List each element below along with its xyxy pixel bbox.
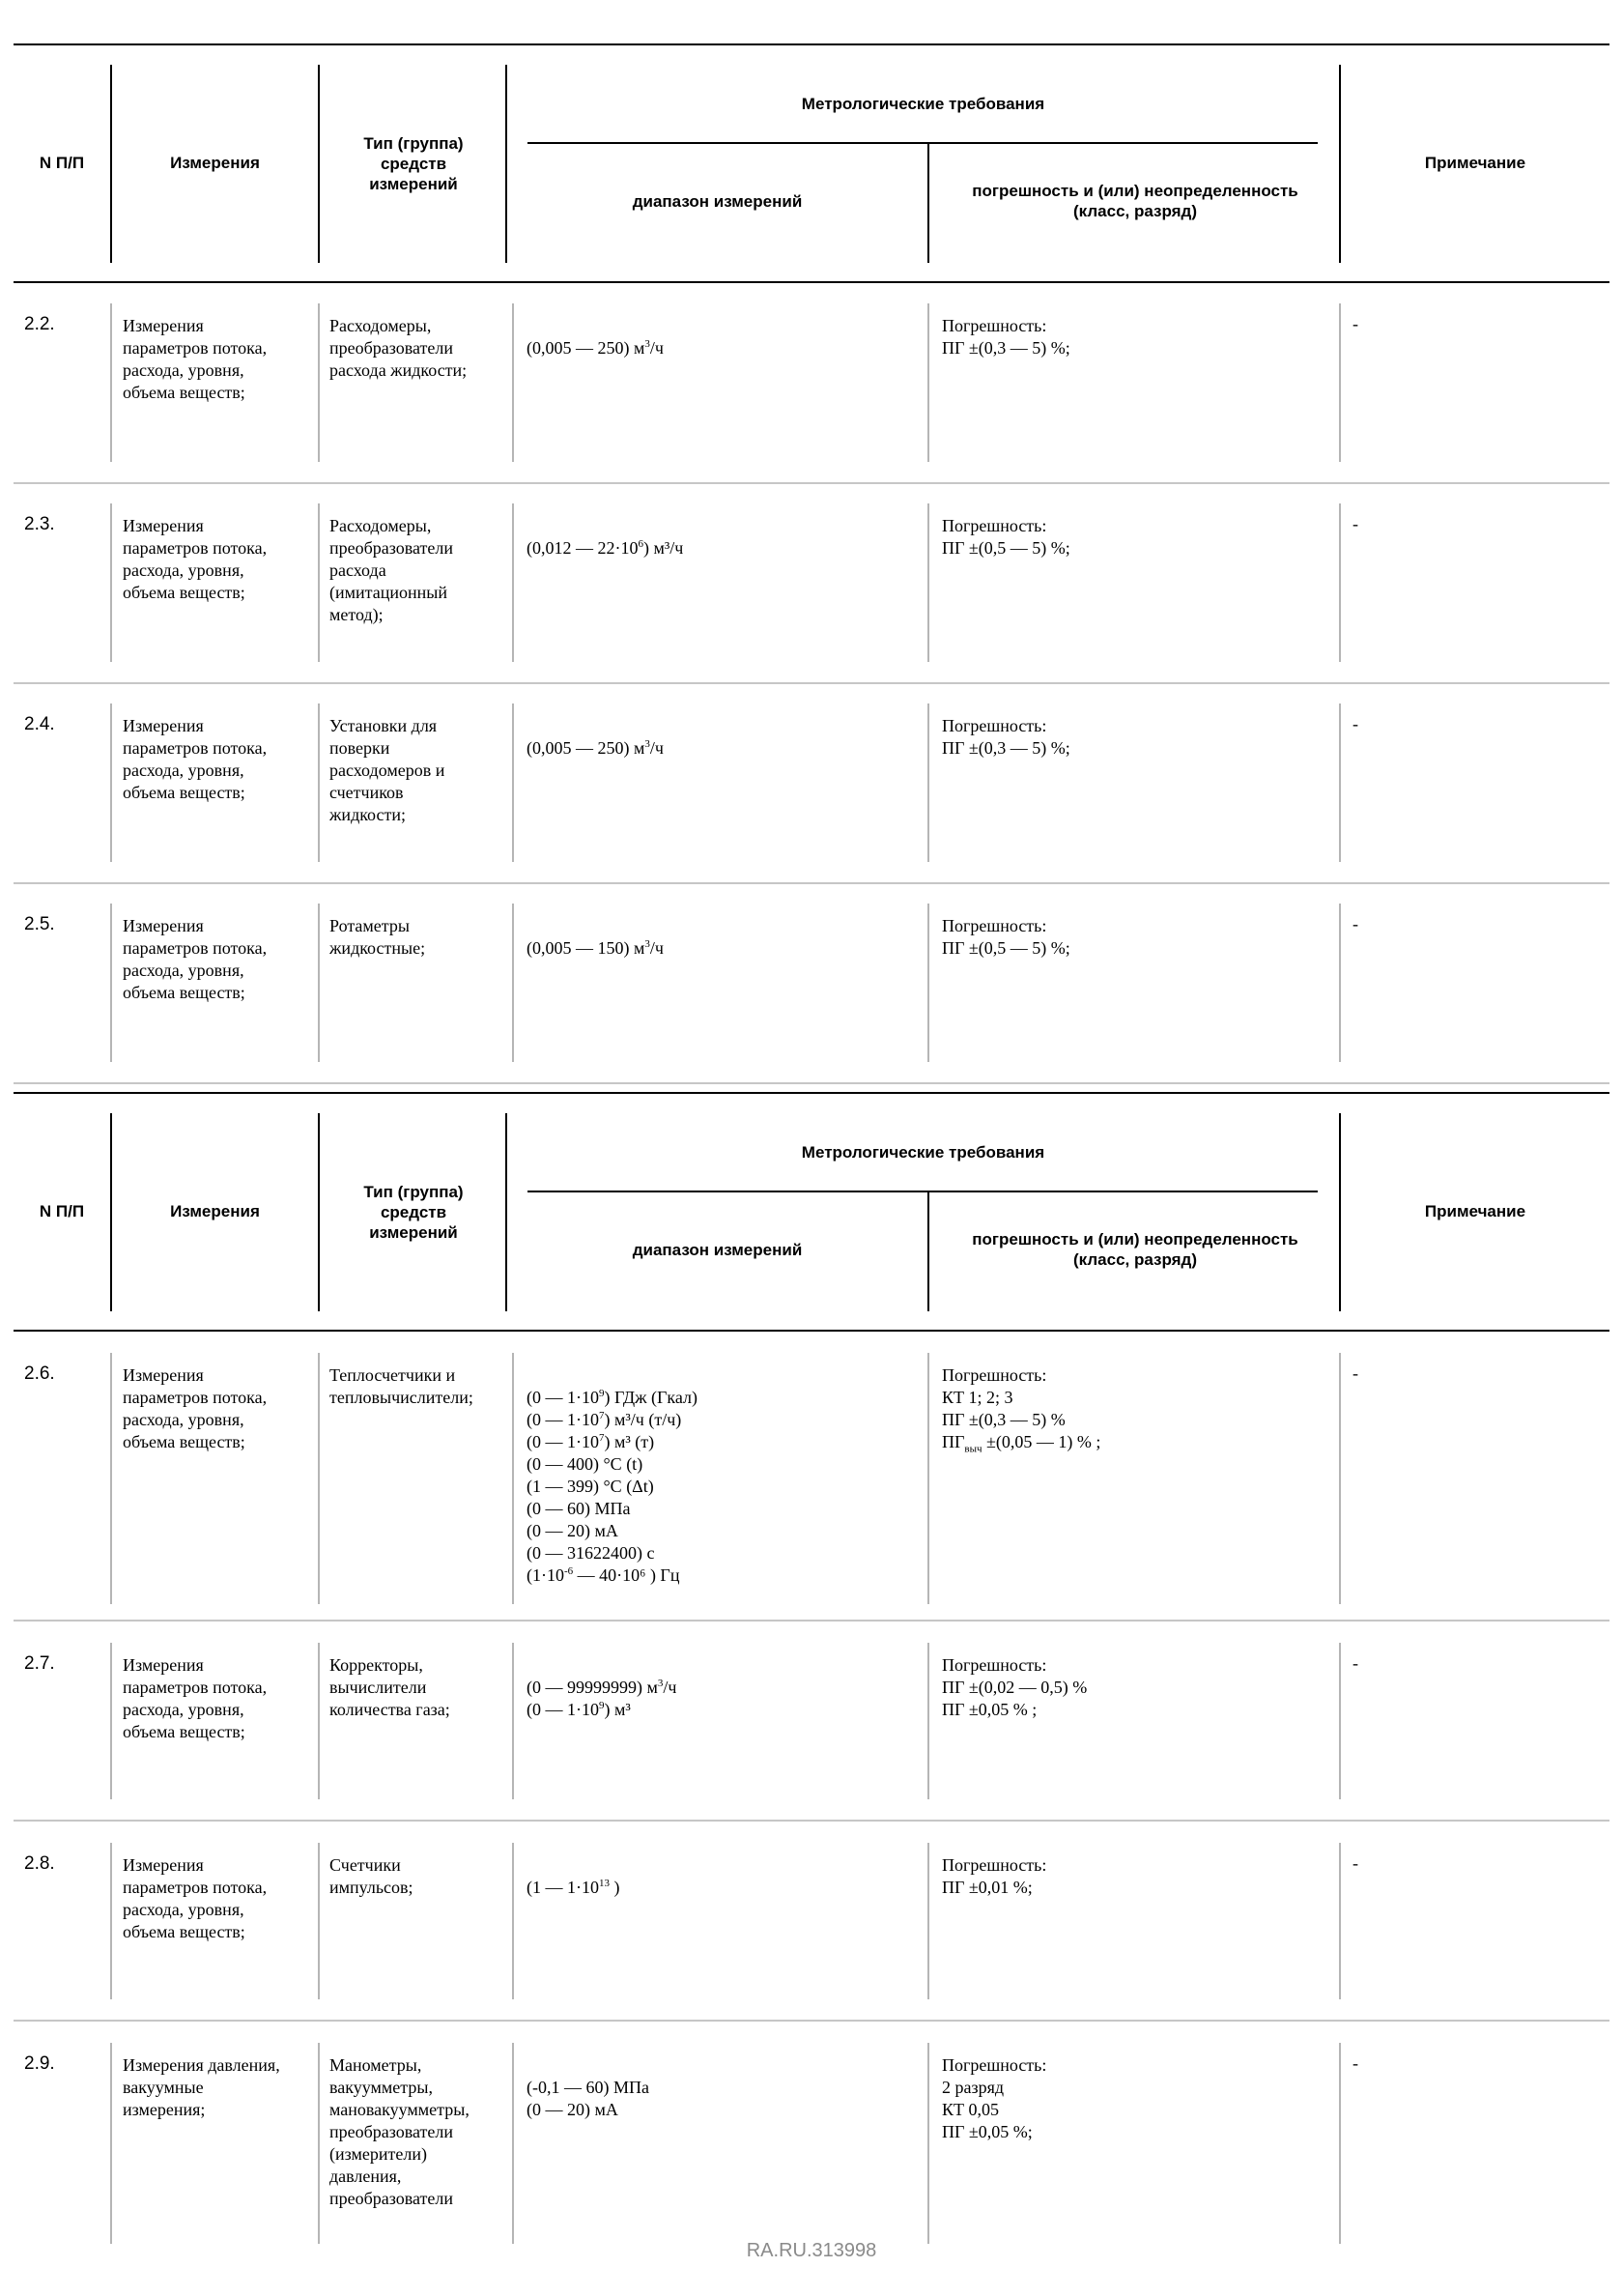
column-separator bbox=[318, 2043, 320, 2244]
instrument-type-text: Расходомеры, bbox=[329, 516, 432, 535]
measurement-text: объема веществ; bbox=[123, 383, 245, 402]
instrument-type-text: количества газа; bbox=[329, 1700, 450, 1719]
measurement-text: Измерения давления, bbox=[123, 2055, 280, 2075]
note-text: - bbox=[1352, 1363, 1358, 1383]
accuracy-text: ПГ ±(0,02 — 0,5) % bbox=[942, 1678, 1088, 1697]
note-text: - bbox=[1352, 914, 1358, 933]
measurement-text: расхода, уровня, bbox=[123, 360, 244, 380]
measurement-text: параметров потока, bbox=[123, 1878, 268, 1897]
measurement-text: Измерения bbox=[123, 1655, 204, 1675]
row-number: 2.8. bbox=[24, 1853, 55, 1874]
header-note: Примечание bbox=[1424, 1202, 1526, 1220]
note-text: - bbox=[1352, 1653, 1358, 1673]
accuracy-text: ПГ ±0,01 %; bbox=[942, 1878, 1033, 1897]
instrument-type-text: (измерители) bbox=[329, 2144, 427, 2164]
instrument-type-text: жидкости; bbox=[329, 805, 406, 824]
instrument-type-text: Расходомеры, bbox=[329, 316, 432, 335]
instrument-type-text: преобразователи bbox=[329, 338, 454, 358]
row-number: 2.7. bbox=[24, 1653, 55, 1674]
header-metrology: Метрологические требования bbox=[801, 1143, 1045, 1162]
accuracy-text: ПГ ±(0,3 — 5) %; bbox=[942, 338, 1070, 358]
column-separator bbox=[927, 303, 929, 462]
measurement-text: параметров потока, bbox=[123, 1388, 268, 1407]
column-separator bbox=[927, 503, 929, 662]
column-separator bbox=[110, 904, 112, 1062]
column-separator bbox=[318, 703, 320, 862]
column-separator bbox=[318, 303, 320, 462]
header-number: N П/П bbox=[39, 154, 85, 172]
accuracy-text: ПГ ±0,05 %; bbox=[942, 2122, 1033, 2141]
column-separator bbox=[512, 1353, 514, 1604]
accuracy-text: Погрешность: bbox=[942, 1855, 1047, 1875]
accuracy-text: Погрешность: bbox=[942, 516, 1047, 535]
measurement-range-text: (0 — $1\cdot 10^9$) м³ bbox=[527, 1700, 631, 1719]
column-separator bbox=[318, 904, 320, 1062]
header-metrology: Метрологические требования bbox=[801, 95, 1045, 113]
accuracy-text: Погрешность: bbox=[942, 1365, 1047, 1385]
measurement-range-text: (0 — 60) МПа bbox=[527, 1499, 631, 1518]
instrument-type-text: жидкостные; bbox=[329, 938, 426, 958]
row-number: 2.9. bbox=[24, 2053, 55, 2074]
document-registration-number: RA.RU.313998 bbox=[746, 2240, 877, 2261]
instrument-type-text: счетчиков bbox=[329, 783, 404, 802]
header-measurements: Измерения bbox=[170, 1202, 260, 1220]
column-separator bbox=[110, 503, 112, 662]
measurement-range-text: (0 — $1\cdot 10^9$) ГДж (Гкал) bbox=[527, 1388, 698, 1407]
instrument-type-text: (имитационный bbox=[329, 583, 447, 602]
instrument-type-text: давления, bbox=[329, 2167, 402, 2186]
measurement-range-text: (1 — $1\cdot 10^{13}$ ) bbox=[527, 1878, 620, 1897]
measurement-text: Измерения bbox=[123, 316, 204, 335]
measurement-text: расхода, уровня, bbox=[123, 1410, 244, 1429]
column-separator bbox=[1339, 703, 1341, 862]
measurement-range-text: (0,005 — 250) $м^3/ч$ bbox=[527, 738, 664, 758]
instrument-type-text: Манометры, bbox=[329, 2055, 422, 2075]
column-separator bbox=[927, 703, 929, 862]
header-note: Примечание bbox=[1424, 154, 1526, 172]
accuracy-text: ПГ ±(0,5 — 5) %; bbox=[942, 938, 1070, 958]
measurement-text: вакуумные bbox=[123, 2078, 204, 2097]
column-separator bbox=[927, 904, 929, 1062]
accuracy-text: Погрешность: bbox=[942, 316, 1047, 335]
header-range: диапазон измерений bbox=[632, 192, 803, 211]
instrument-type-text: расхода жидкости; bbox=[329, 360, 468, 380]
column-separator bbox=[512, 904, 514, 1062]
column-separator bbox=[318, 1643, 320, 1799]
row-number: 2.5. bbox=[24, 914, 55, 934]
instrument-type-text: мановакуумметры, bbox=[329, 2100, 470, 2119]
column-separator bbox=[110, 703, 112, 862]
instrument-type-text: преобразователи bbox=[329, 2122, 454, 2141]
accuracy-text: Погрешность: bbox=[942, 916, 1047, 935]
row-number: 2.6. bbox=[24, 1363, 55, 1384]
column-separator bbox=[927, 1843, 929, 1999]
measurement-text: расхода, уровня, bbox=[123, 961, 244, 980]
measurement-range-text: ($1\cdot 10^{-6}$ — 40·10⁶ ) Гц bbox=[527, 1565, 680, 1585]
column-separator bbox=[110, 1353, 112, 1604]
instrument-type-text: расходомеров и bbox=[329, 761, 445, 780]
column-separator bbox=[318, 1353, 320, 1604]
column-separator bbox=[512, 703, 514, 862]
measurement-range-text: (0 — 20) мА bbox=[527, 1521, 618, 1540]
column-separator bbox=[1339, 1643, 1341, 1799]
row-number: 2.2. bbox=[24, 314, 55, 334]
column-separator bbox=[1339, 2043, 1341, 2244]
column-separator bbox=[512, 303, 514, 462]
measurement-text: объема веществ; bbox=[123, 1922, 245, 1941]
header-range: диапазон измерений bbox=[632, 1241, 803, 1259]
measurement-range-text: (0 — 31622400) с bbox=[527, 1543, 655, 1563]
column-separator bbox=[927, 1643, 929, 1799]
column-separator bbox=[512, 2043, 514, 2244]
column-separator bbox=[1339, 904, 1341, 1062]
measurement-range-text: (0,005 — 150) $м^3/ч$ bbox=[527, 938, 664, 958]
measurement-text: Измерения bbox=[123, 716, 204, 735]
accuracy-text: ПГ ±(0,3 — 5) %; bbox=[942, 738, 1070, 758]
measurement-range-text: (0,012 — $22\cdot 10^6$) м³/ч bbox=[527, 538, 684, 558]
accuracy-text: $ПГ_{выч} \pm(0,05$ — 1) % ; bbox=[942, 1432, 1101, 1455]
measurement-range-text: (-0,1 — 60) МПа bbox=[527, 2078, 649, 2097]
accuracy-text: КТ 1; 2; 3 bbox=[942, 1388, 1013, 1407]
instrument-type-text: вакуумметры, bbox=[329, 2078, 433, 2097]
measurement-text: объема веществ; bbox=[123, 783, 245, 802]
instrument-type-text: метод); bbox=[329, 605, 384, 624]
column-separator bbox=[1339, 1353, 1341, 1604]
note-text: - bbox=[1352, 514, 1358, 533]
note-text: - bbox=[1352, 2053, 1358, 2073]
column-separator bbox=[1339, 503, 1341, 662]
measurement-text: объема веществ; bbox=[123, 1432, 245, 1451]
accuracy-text: 2 разряд bbox=[942, 2078, 1005, 2097]
note-text: - bbox=[1352, 1853, 1358, 1873]
measurement-text: Измерения bbox=[123, 516, 204, 535]
measurement-text: расхода, уровня, bbox=[123, 1900, 244, 1919]
measurement-text: объема веществ; bbox=[123, 983, 245, 1002]
accuracy-text: Погрешность: bbox=[942, 716, 1047, 735]
column-separator bbox=[512, 1843, 514, 1999]
accuracy-text: ПГ ±0,05 % ; bbox=[942, 1700, 1038, 1719]
measurement-text: расхода, уровня, bbox=[123, 761, 244, 780]
instrument-type-text: импульсов; bbox=[329, 1878, 413, 1897]
column-separator bbox=[110, 1843, 112, 1999]
accuracy-text: КТ 0,05 bbox=[942, 2100, 1000, 2119]
instrument-type-text: преобразователи bbox=[329, 538, 454, 558]
measurement-text: параметров потока, bbox=[123, 738, 268, 758]
note-text: - bbox=[1352, 314, 1358, 333]
instrument-type-text: Корректоры, bbox=[329, 1655, 423, 1675]
accuracy-text: Погрешность: bbox=[942, 1655, 1047, 1675]
header-type: Тип (группа) средств измерений bbox=[363, 134, 464, 193]
instrument-type-text: Счетчики bbox=[329, 1855, 401, 1875]
column-separator bbox=[1339, 1843, 1341, 1999]
measurement-text: Измерения bbox=[123, 916, 204, 935]
column-separator bbox=[110, 2043, 112, 2244]
measurement-range-text: (0 — 20) мА bbox=[527, 2100, 618, 2119]
measurement-text: расхода, уровня, bbox=[123, 1700, 244, 1719]
measurement-text: параметров потока, bbox=[123, 338, 268, 358]
instrument-type-text: Установки для bbox=[329, 716, 438, 735]
measurement-text: параметров потока, bbox=[123, 1678, 268, 1697]
column-separator bbox=[927, 2043, 929, 2244]
header-accuracy: погрешность и (или) неопределенность (класс, разряд) bbox=[972, 1230, 1298, 1269]
header-accuracy: погрешность и (или) неопределенность (класс, разряд) bbox=[972, 182, 1298, 220]
instrument-type-text: тепловычислители; bbox=[329, 1388, 473, 1407]
row-number: 2.4. bbox=[24, 714, 55, 734]
column-separator bbox=[110, 303, 112, 462]
measurement-range-text: (1 — 399) °C (Δt) bbox=[527, 1477, 654, 1496]
column-separator bbox=[512, 503, 514, 662]
measurement-text: параметров потока, bbox=[123, 938, 268, 958]
instrument-type-text: Теплосчетчики и bbox=[329, 1365, 456, 1385]
instrument-type-text: Ротаметры bbox=[329, 916, 410, 935]
header-type: Тип (группа) средств измерений bbox=[363, 1183, 464, 1242]
accuracy-text: Погрешность: bbox=[942, 2055, 1047, 2075]
column-separator bbox=[110, 1643, 112, 1799]
instrument-type-text: расхода bbox=[329, 560, 386, 580]
measurement-range-text: (0 — 400) °C (t) bbox=[527, 1454, 643, 1474]
measurement-text: Измерения bbox=[123, 1365, 204, 1385]
measurement-text: параметров потока, bbox=[123, 538, 268, 558]
column-separator bbox=[1339, 303, 1341, 462]
header-number: N П/П bbox=[39, 1202, 85, 1220]
row-number: 2.3. bbox=[24, 514, 55, 534]
measurement-range-text: (0,005 — 250) $м^3/ч$ bbox=[527, 338, 664, 358]
note-text: - bbox=[1352, 714, 1358, 733]
measurement-text: объема веществ; bbox=[123, 1722, 245, 1741]
instrument-type-text: преобразователи bbox=[329, 2189, 454, 2208]
column-separator bbox=[318, 1843, 320, 1999]
column-separator bbox=[512, 1643, 514, 1799]
measurement-text: измерения; bbox=[123, 2100, 206, 2119]
accuracy-text: ПГ ±(0,3 — 5) % bbox=[942, 1410, 1066, 1429]
column-separator bbox=[927, 1353, 929, 1604]
column-separator bbox=[318, 503, 320, 662]
measurement-range-text: (0 — $1\cdot 10^7$) м³ (т) bbox=[527, 1432, 655, 1451]
instrument-type-text: поверки bbox=[329, 738, 390, 758]
accuracy-text: ПГ ±(0,5 — 5) %; bbox=[942, 538, 1070, 558]
measurement-text: расхода, уровня, bbox=[123, 560, 244, 580]
header-measurements: Измерения bbox=[170, 154, 260, 172]
measurement-range-text: (0 — 99999999) $м^3/ч$ bbox=[527, 1678, 677, 1697]
measurement-text: Измерения bbox=[123, 1855, 204, 1875]
measurement-text: объема веществ; bbox=[123, 583, 245, 602]
instrument-type-text: вычислители bbox=[329, 1678, 427, 1697]
measurement-range-text: (0 — $1\cdot 10^7$) м³/ч (т/ч) bbox=[527, 1410, 682, 1429]
